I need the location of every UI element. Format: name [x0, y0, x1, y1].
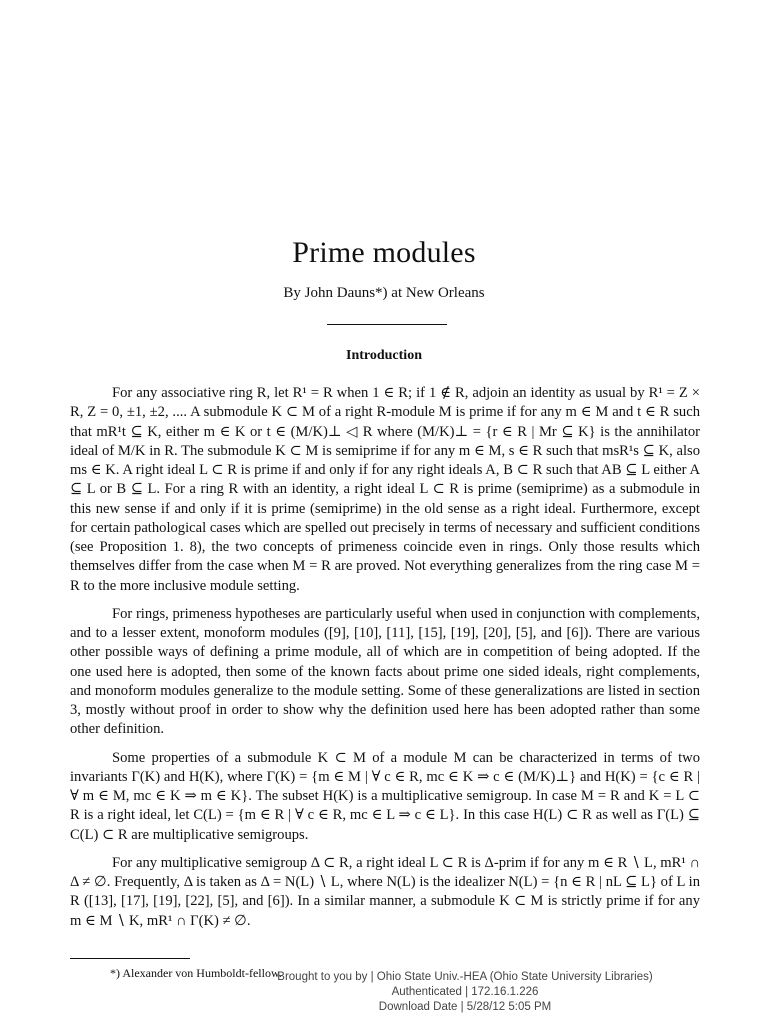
paragraph-3: Some properties of a submodule K ⊂ M of a module M can be characterized in terms of two invariants Γ(K) and H(K), where Γ(K) = {m ∈ M | ∀ c ∈ R, mc ∈ K ⇒ c ∈ (M/K)⊥} and H(K) = {c ∈ R | ∀ m ∈ M, mc ∈ K ⇒ m ∈ K}. The subset H(K) is a multiplicative semigroup. In case M = R and K = L ⊂ R is a right ideal, let C(L) = {m ∈ R | ∀ c ∈ R, mc ∈ L ⇒ c ∈ L}. In this case H(L) ⊂ R as well as Γ(L) ⊆ C(L) ⊂ R are multiplicative semigroups.: [70, 749, 700, 843]
paragraph-4: For any multiplicative semigroup Δ ⊂ R, a right ideal L ⊂ R is Δ-prim if for any m ∈ R ∖ L, mR¹ ∩ Δ ≠ ∅. Frequently, Δ is taken as Δ = N(L) ∖ L, where N(L) is the idealizer N(L) = {n ∈ R | nL ⊆ L} of L in R ([13], [17], [19], [22], [5], and [6]). In a similar manner, a submodule K ⊂ M is strictly prime if for any m ∈ M ∖ K, mR¹ ∩ Γ(K) ≠ ∅.: [70, 854, 700, 929]
download-note-line-2: Authenticated | 172.16.1.226: [391, 986, 539, 998]
download-note: [250, 970, 680, 1015]
title-rule: [327, 324, 447, 325]
footnote: *) Alexander von Humboldt-fellow.: [110, 966, 282, 980]
paper-title: Prime modules: [292, 236, 476, 269]
footnote-rule: [70, 958, 190, 959]
section-heading: Introduction: [346, 348, 422, 363]
body-text: [70, 384, 700, 940]
paragraph-2: For rings, primeness hypotheses are particularly useful when used in conjunction with complements, and to a lesser extent, monoform modules ([9], [10], [11], [15], [19], [20], [5], and [6]). There are various other possible ways of defining a prime module, all of which are in competition of being adopted. If the one used here is adopted, then some of the known facts about prime one sided ideals, right complements, and monoform modules generalize to the module setting. Some of these generalizations are listed in section 3, mostly without proof in order to show why the definition used here has been adopted rather than some other definition.: [70, 605, 700, 738]
paragraph-1: For any associative ring R, let R¹ = R when 1 ∈ R; if 1 ∉ R, adjoin an identity as usual by R¹ = Z × R, Z = 0, ±1, ±2, .... A submodule K ⊂ M of a right R-module M is prime if for any m ∈ M and t ∈ R such that mR¹t ⊆ K, either m ∈ K or t ∈ (M/K)⊥ ◁ R where (M/K)⊥ = {r ∈ R | Mr ⊆ K} is the annihilator ideal of M/K in R. The submodule K ⊂ M is semiprime if for any m ∈ M, s ∈ R such that msR¹s ⊆ K, also ms ∈ K. A right ideal L ⊂ R is prime if and only if for any right ideals A, B ⊂ R such that AB ⊆ L either A ⊆ L or B ⊆ L. For a ring R with an identity, a right ideal L ⊂ R is prime (semiprime) as a submodule in this new sense if and only if it is prime (semiprime) in the old sense as a right ideal. Furthermore, except for certain pathological cases which are spelled out precisely in terms of necessary and sufficient conditions (see Proposition 1. 8), the two concepts of primeness coincide even in rings. Only those results which themselves differ from the case when M = R are proved. Not everything generalizes from the ring case M = R to the more inclusive module setting.: [70, 385, 700, 594]
byline: By John Dauns*) at New Orleans: [283, 285, 485, 301]
download-note-line-1: Brought to you by | Ohio State Univ.-HEA (Ohio State University Libraries): [277, 971, 653, 983]
download-note-line-3: Download Date | 5/28/12 5:05 PM: [378, 1001, 552, 1013]
